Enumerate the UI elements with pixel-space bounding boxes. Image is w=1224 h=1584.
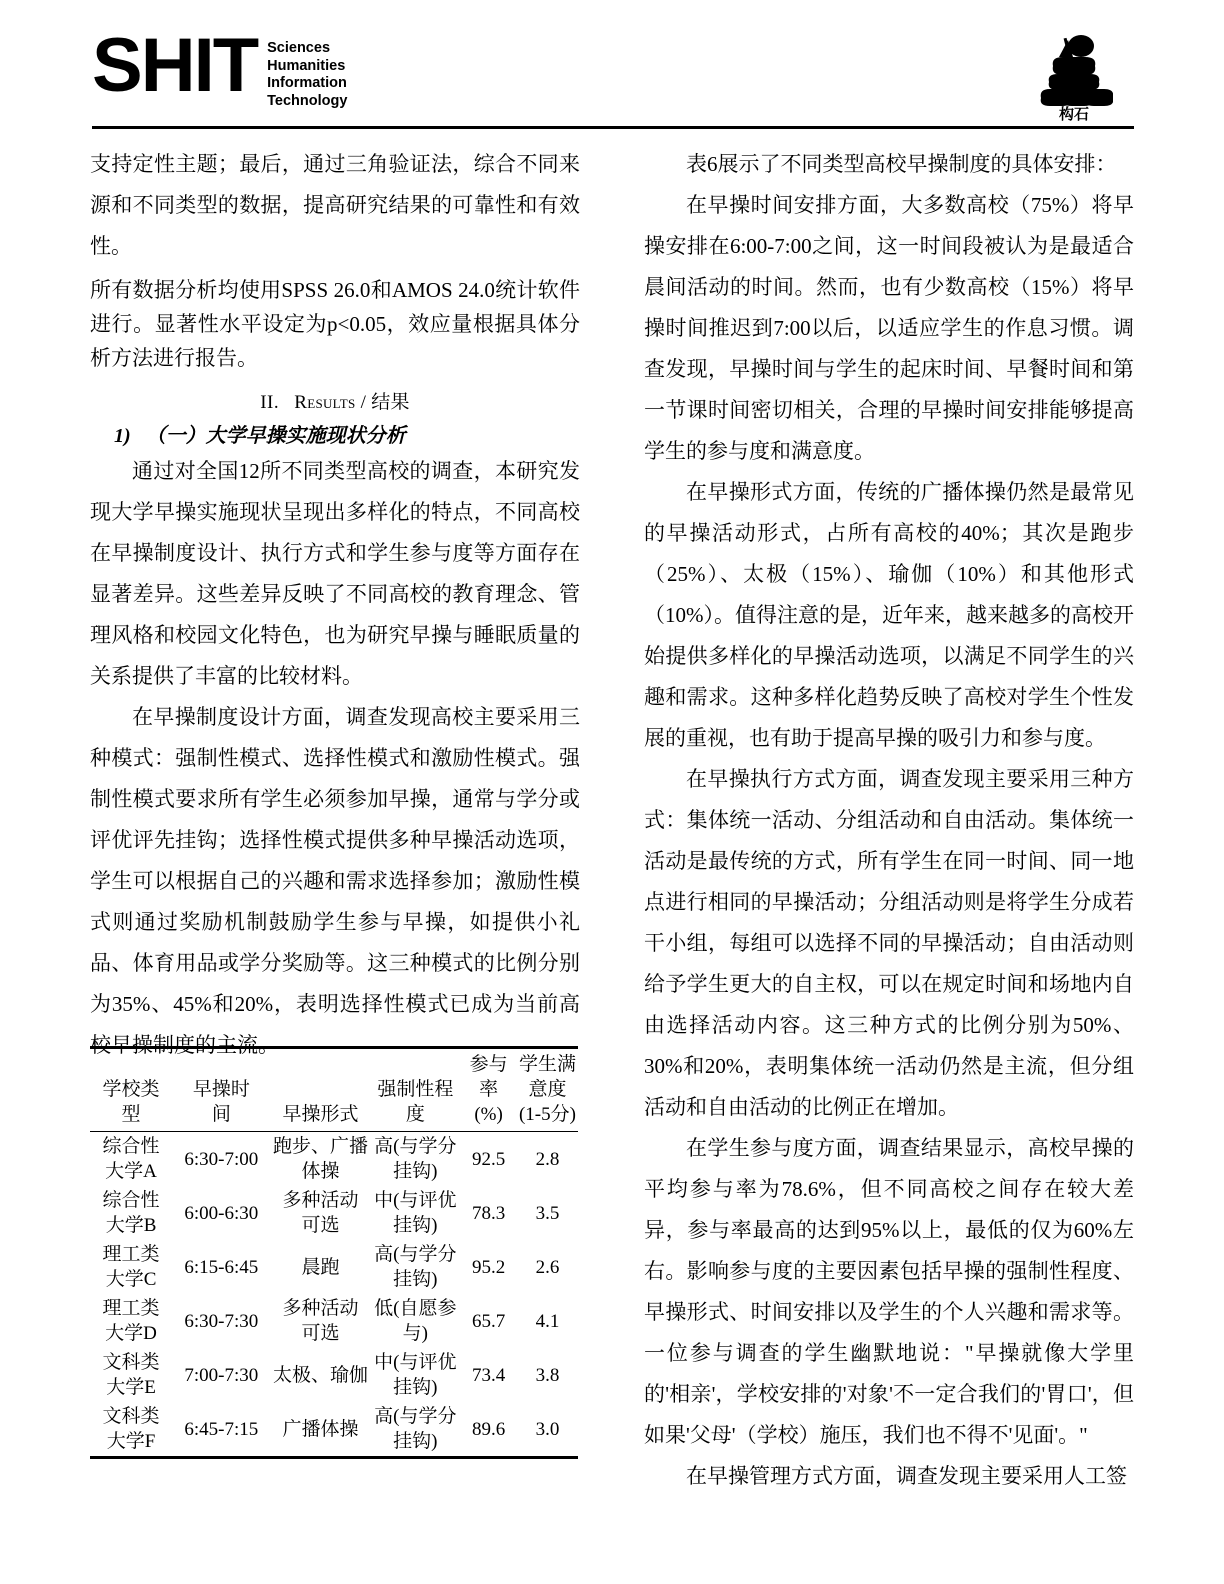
col-header-compulsory-level-line2: 度	[405, 1104, 425, 1125]
cell-exercise-time: 6:00-6:30	[184, 1202, 259, 1224]
table-row	[90, 1348, 578, 1402]
cell-exercise-form-line1: 跑步、广播	[272, 1136, 368, 1157]
cell-exercise-form-line1: 晨跑	[301, 1256, 340, 1278]
col-header-participation-rate-unit: (%)	[474, 1104, 503, 1125]
publisher-mark	[1014, 32, 1134, 123]
table-body	[90, 1132, 578, 1458]
cell-exercise-form-line2: 可选	[301, 1323, 340, 1344]
section-heading-cjk: / 结果	[360, 392, 410, 413]
col-header-exercise-time-line2: 间	[211, 1104, 231, 1125]
cell-exercise-form: 广播体操	[282, 1418, 359, 1440]
cell-participation-rate: 92.5	[471, 1148, 506, 1170]
masthead-divider	[92, 126, 1134, 129]
col-header-school-type	[90, 1048, 172, 1132]
cell-participation-rate: 78.3	[471, 1202, 506, 1224]
cell-school-type-line2: 大学C	[105, 1269, 157, 1290]
col-header-participation-rate-line2: 率	[479, 1079, 499, 1100]
table-header	[90, 1048, 578, 1132]
cell-school-type	[90, 1294, 172, 1348]
cell-school-type-line2: 大学E	[106, 1377, 156, 1398]
cell-school-type	[90, 1348, 172, 1402]
cell-satisfaction: 3.5	[535, 1202, 560, 1224]
cell-exercise-form	[271, 1240, 371, 1294]
col-header-participation-rate-line1: 参与	[469, 1054, 508, 1075]
cell-exercise-time: 7:00-7:30	[184, 1364, 259, 1386]
cell-compulsory-level-line2: 与)	[402, 1323, 428, 1344]
left-paragraph-3: 通过对全国12所不同类型高校的调查，本研究发现大学早操实施现状呈现出多样化的特点，不同高校在早操制度设计、执行方式和学生参与度等方面存在显著差异。这些差异反映了不同高校的教育理念、管理风格和校园文化特色，也为研究早操与睡眠质量的关系提供了丰富的比较材料。	[90, 459, 580, 688]
journal-logo-subtitle-line-4: Technology	[267, 92, 348, 109]
cell-compulsory-level-line1: 高(与学分	[374, 1244, 457, 1265]
cell-exercise-form-line2: 体操	[301, 1161, 340, 1182]
col-header-satisfaction-unit: (1-5分)	[518, 1104, 576, 1125]
cell-exercise-form-line1: 多种活动	[282, 1298, 359, 1319]
cell-compulsory-level-line2: 挂钩)	[393, 1269, 438, 1290]
cell-compulsory-level-line2: 挂钩)	[393, 1377, 438, 1398]
col-header-compulsory-level	[370, 1048, 460, 1132]
morning-exercise-table	[90, 1046, 578, 1459]
journal-logo-wordmark: SHIT	[92, 23, 258, 108]
col-header-participation-rate	[460, 1048, 517, 1132]
page-masthead	[92, 23, 1134, 123]
cell-compulsory-level-line1: 高(与学分	[374, 1406, 457, 1427]
cell-school-type-line1: 理工类	[102, 1298, 160, 1319]
table-row	[90, 1186, 578, 1240]
right-paragraph-4: 在早操执行方式方面，调查发现主要采用三种方式：集体统一活动、分组活动和自由活动。集体统一活动是最传统的方式，所有学生在同一时间、同一地点进行相同的早操活动；分组活动则是将学生分成若干小组，每组可以选择不同的早操活动；自由活动则给予学生更大的自主权，可以在规定时间和场地内自由选择活动内容。这三种方式的比例分别为50%、30%和20%，表明集体统一活动仍然是主流，但分组活动和自由活动的比例正在增加。	[644, 767, 1134, 1119]
journal-logo	[92, 23, 348, 110]
table-row	[90, 1240, 578, 1294]
table-row	[90, 1132, 578, 1187]
cell-participation-rate: 89.6	[471, 1418, 506, 1440]
table-6-wrapper	[90, 1046, 578, 1459]
cell-compulsory-level	[370, 1348, 460, 1402]
col-header-compulsory-level-line1: 强制性程	[377, 1079, 454, 1100]
cell-school-type-line2: 大学F	[106, 1431, 156, 1452]
cell-compulsory-level-line2: 挂钩)	[393, 1431, 438, 1452]
cell-exercise-time: 6:30-7:00	[184, 1148, 259, 1170]
cell-school-type-line1: 综合性	[102, 1190, 160, 1211]
col-header-school-type-line2: 型	[121, 1104, 141, 1125]
left-paragraph-2: 所有数据分析均使用SPSS 26.0和AMOS 24.0统计软件进行。显著性水平设定为p<0.05，效应量根据具体分析方法进行报告。	[90, 278, 580, 370]
left-paragraph-4: 在早操制度设计方面，调查发现高校主要采用三种模式：强制性模式、选择性模式和激励性模式。强制性模式要求所有学生必须参加早操，通常与学分或评优评先挂钩；选择性模式提供多种早操活动选项，学生可以根据自己的兴趣和需求选择参加；激励性模式则通过奖励机制鼓励学生参与早操，如提供小礼品、体育用品或学分奖励等。这三种模式的比例分别为35%、45%和20%，表明选择性模式已成为当前高校早操制度的主流。	[90, 705, 580, 1057]
cell-compulsory-level-line2: 挂钩)	[393, 1215, 438, 1236]
cell-exercise-form	[271, 1294, 371, 1348]
cell-exercise-time: 6:30-7:30	[184, 1310, 259, 1332]
cell-exercise-form: 太极、瑜伽	[272, 1364, 368, 1386]
col-header-school-type-line1: 学校类	[102, 1079, 160, 1100]
subsection-heading-number: 1)	[114, 425, 131, 447]
cell-compulsory-level-line1: 中(与评优	[374, 1352, 457, 1373]
stacked-stones-icon	[1035, 32, 1113, 106]
publisher-mark-label: 构石	[1058, 107, 1089, 123]
cell-exercise-time: 6:45-7:15	[184, 1418, 259, 1440]
cell-exercise-form-line2: 可选	[301, 1215, 340, 1236]
cell-exercise-form	[271, 1132, 371, 1187]
col-header-exercise-form-line1: 早操形式	[282, 1104, 359, 1125]
table-row	[90, 1294, 578, 1348]
right-column	[644, 144, 1134, 1497]
right-paragraph-5: 在学生参与度方面，调查结果显示，高校早操的平均参与率为78.6%，但不同高校之间存在较大差异，参与率最高的达到95%以上，最低的仅为60%左右。影响参与度的主要因素包括早操的强制性程度、早操形式、时间安排以及学生的个人兴趣和需求等。一位参与调查的学生幽默地说："早操就像大学里的'相亲'，学校安排的'对象'不一定合我们的'胃口'，但如果'父母'（学校）施压，我们也不得不'见面'。"	[644, 1136, 1134, 1447]
cell-school-type	[90, 1186, 172, 1240]
right-paragraph-6: 在早操管理方式方面，调查发现主要采用人工签	[686, 1464, 1127, 1488]
left-column	[90, 144, 580, 1066]
cell-school-type	[90, 1240, 172, 1294]
cell-school-type-line2: 大学D	[105, 1323, 157, 1344]
cell-school-type-line2: 大学A	[105, 1161, 157, 1182]
table-row	[90, 1402, 578, 1458]
col-header-satisfaction-line2: 意度	[528, 1079, 567, 1100]
cell-satisfaction: 2.6	[535, 1256, 560, 1278]
journal-logo-subtitle-line-1: Sciences	[267, 40, 331, 56]
cell-satisfaction: 2.8	[535, 1148, 560, 1170]
subsection-heading-title: （一）大学早操实施现状分析	[145, 425, 406, 447]
cell-exercise-form	[271, 1186, 371, 1240]
journal-logo-subtitle-line-2: Humanities	[267, 57, 346, 74]
cell-participation-rate: 65.7	[471, 1310, 506, 1332]
right-paragraph-1: 表6展示了不同类型高校早操制度的具体安排：	[686, 152, 1117, 176]
journal-logo-subtitle	[267, 40, 347, 110]
cell-school-type	[90, 1402, 172, 1458]
cell-compulsory-level-line2: 挂钩)	[393, 1161, 438, 1182]
cell-compulsory-level	[370, 1294, 460, 1348]
col-header-exercise-form	[271, 1048, 371, 1132]
cell-participation-rate: 73.4	[471, 1364, 506, 1386]
cell-compulsory-level	[370, 1186, 460, 1240]
col-header-exercise-time	[172, 1048, 271, 1132]
cell-exercise-form-line1: 多种活动	[282, 1190, 359, 1211]
subsection-heading	[90, 421, 580, 451]
cell-satisfaction: 4.1	[535, 1310, 560, 1332]
right-paragraph-2: 在早操时间安排方面，大多数高校（75%）将早操安排在6:00-7:00之间，这一时间段被认为是最适合晨间活动的时间。然而，也有少数高校（15%）将早操时间推迟到7:00以后，以适应学生的作息习惯。调查发现，早操时间与学生的起床时间、早餐时间和第一节课时间密切相关，合理的早操时间安排能够提高学生的参与度和满意度。	[644, 193, 1134, 463]
cell-school-type-line1: 文科类	[102, 1406, 160, 1427]
cell-school-type-line1: 理工类	[102, 1244, 160, 1265]
cell-satisfaction: 3.8	[535, 1364, 560, 1386]
cell-compulsory-level	[370, 1240, 460, 1294]
left-paragraph-1: 支持定性主题；最后，通过三角验证法，综合不同来源和不同类型的数据，提高研究结果的可靠性和有效性。	[90, 152, 580, 258]
cell-school-type	[90, 1132, 172, 1187]
section-heading	[90, 389, 580, 417]
cell-compulsory-level-line1: 中(与评优	[374, 1190, 457, 1211]
cell-exercise-time: 6:15-6:45	[184, 1256, 259, 1278]
cell-school-type-line1: 文科类	[102, 1352, 160, 1373]
cell-compulsory-level	[370, 1132, 460, 1187]
cell-participation-rate: 95.2	[471, 1256, 506, 1278]
right-paragraph-3: 在早操形式方面，传统的广播体操仍然是最常见的早操活动形式，占所有高校的40%；其次是跑步（25%）、太极（15%）、瑜伽（10%）和其他形式（10%）。值得注意的是，近年来，越来越多的高校开始提供多样化的早操活动选项，以满足不同学生的兴趣和需求。这种多样化趋势反映了高校对学生个性发展的重视，也有助于提高早操的吸引力和参与度。	[644, 480, 1134, 750]
cell-school-type-line2: 大学B	[105, 1215, 157, 1236]
cell-compulsory-level	[370, 1402, 460, 1458]
table-header-row	[90, 1048, 578, 1132]
section-heading-title: Results	[294, 392, 356, 413]
col-header-satisfaction	[517, 1048, 578, 1132]
section-heading-numeral: II.	[260, 392, 280, 413]
cell-satisfaction: 3.0	[535, 1418, 560, 1440]
col-header-satisfaction-line1: 学生满	[518, 1054, 576, 1075]
cell-school-type-line1: 综合性	[102, 1136, 160, 1157]
journal-logo-subtitle-line-3: Information	[267, 75, 347, 91]
cell-compulsory-level-line1: 低(自愿参	[374, 1298, 457, 1319]
col-header-exercise-time-line1: 早操时	[192, 1079, 250, 1100]
cell-compulsory-level-line1: 高(与学分	[374, 1136, 457, 1157]
